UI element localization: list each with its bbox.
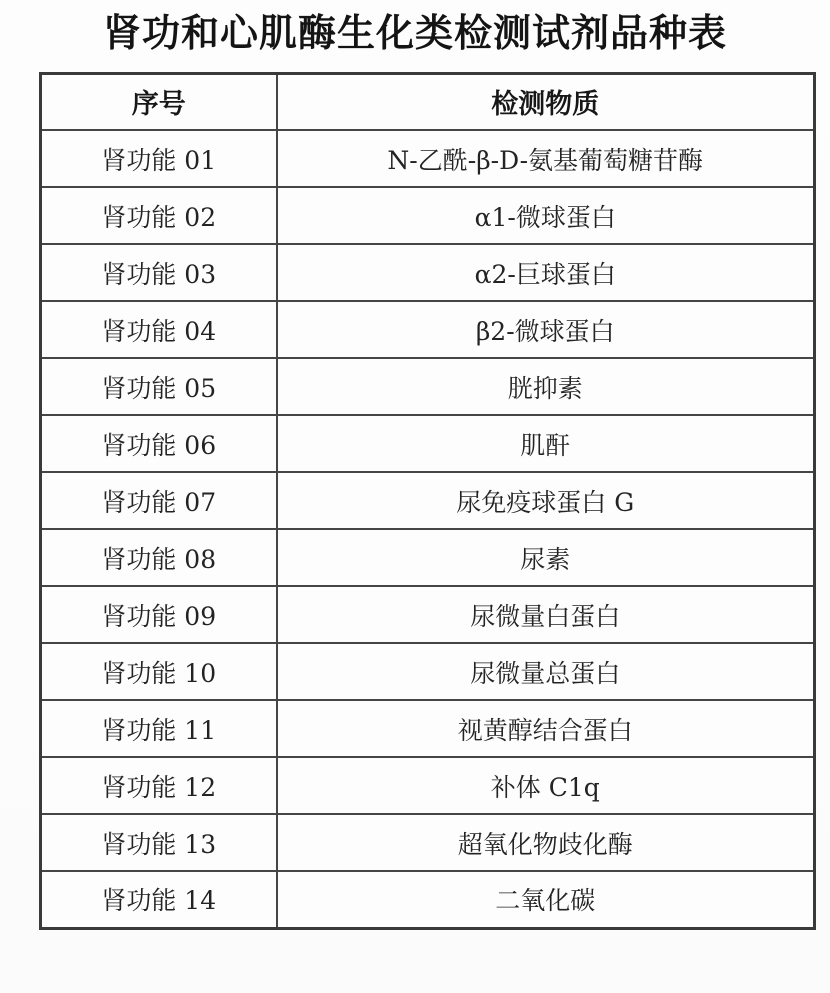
substance-cell: β2-微球蛋白: [277, 301, 815, 358]
substance-cell: N-乙酰-β-D-氨基葡萄糖苷酶: [277, 130, 815, 187]
substance-cell: 超氧化物歧化酶: [277, 814, 815, 871]
serial-cell: 肾功能 12: [41, 757, 277, 814]
serial-cell: 肾功能 05: [41, 358, 277, 415]
table-row: [41, 358, 815, 415]
serial-cell: 肾功能 11: [41, 700, 277, 757]
substance-cell: 肌酐: [277, 415, 815, 472]
table-row: [41, 700, 815, 757]
serial-cell: 肾功能 06: [41, 415, 277, 472]
serial-cell: 肾功能 10: [41, 643, 277, 700]
table-row: [41, 871, 815, 928]
substance-cell: 尿微量白蛋白: [277, 586, 815, 643]
serial-cell: 肾功能 08: [41, 529, 277, 586]
substance-cell: 视黄醇结合蛋白: [277, 700, 815, 757]
substance-cell: α2-巨球蛋白: [277, 244, 815, 301]
table-row: [41, 757, 815, 814]
table-row: [41, 472, 815, 529]
table-row: [41, 814, 815, 871]
table-row: [41, 643, 815, 700]
table-row: [41, 130, 815, 187]
column-header-serial: 序号: [41, 73, 277, 130]
substance-cell: 尿素: [277, 529, 815, 586]
table-row: [41, 586, 815, 643]
substance-cell: 尿免疫球蛋白 G: [277, 472, 815, 529]
serial-cell: 肾功能 13: [41, 814, 277, 871]
serial-cell: 肾功能 07: [41, 472, 277, 529]
serial-cell: 肾功能 09: [41, 586, 277, 643]
serial-cell: 肾功能 01: [41, 130, 277, 187]
serial-cell: 肾功能 04: [41, 301, 277, 358]
page-title: 肾功和心肌酶生化类检测试剂品种表: [102, 10, 727, 55]
serial-cell: 肾功能 03: [41, 244, 277, 301]
table-row: [41, 187, 815, 244]
table-row: [41, 301, 815, 358]
column-header-substance: 检测物质: [277, 73, 815, 130]
serial-cell: 肾功能 14: [41, 871, 277, 928]
table-row: [41, 244, 815, 301]
reagent-table: [39, 72, 816, 930]
table-row: [41, 415, 815, 472]
table-header-row: [41, 73, 815, 130]
substance-cell: 二氧化碳: [277, 871, 815, 928]
substance-cell: 胱抑素: [277, 358, 815, 415]
table-row: [41, 529, 815, 586]
substance-cell: α1-微球蛋白: [277, 187, 815, 244]
substance-cell: 尿微量总蛋白: [277, 643, 815, 700]
substance-cell: 补体 C1q: [277, 757, 815, 814]
serial-cell: 肾功能 02: [41, 187, 277, 244]
